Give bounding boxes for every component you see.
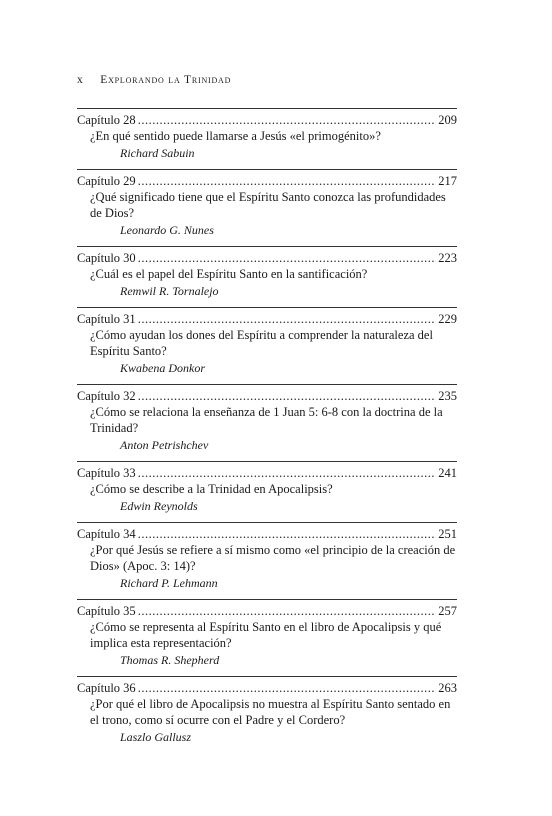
toc-entry — [77, 169, 457, 246]
chapter-line — [77, 173, 457, 189]
dot-leader — [138, 465, 437, 481]
chapter-author: Anton Petrishchev — [120, 438, 209, 452]
chapter-page: 235 — [438, 389, 457, 403]
chapter-page: 241 — [438, 466, 457, 480]
toc-entry — [77, 522, 457, 599]
page-number: x — [77, 74, 84, 86]
chapter-label: Capítulo 33 — [77, 466, 136, 480]
toc-entry — [77, 307, 457, 384]
chapter-question: ¿Cuál es el papel del Espíritu Santo en la santificación? — [90, 267, 368, 281]
chapter-author: Leonardo G. Nunes — [120, 223, 214, 237]
dot-leader — [138, 526, 437, 542]
chapter-author: Thomas R. Shepherd — [120, 653, 220, 667]
dot-leader — [138, 311, 437, 327]
chapter-question: ¿Qué significado tiene que el Espíritu Santo conozca las profundidades de Dios? — [90, 190, 446, 220]
chapter-label: Capítulo 32 — [77, 389, 136, 403]
chapter-page: 229 — [438, 312, 457, 326]
chapter-question: ¿En qué sentido puede llamarse a Jesús «el primogénito»? — [90, 129, 381, 143]
dot-leader — [138, 173, 437, 189]
toc-entry — [77, 676, 457, 753]
toc-entry — [77, 108, 457, 169]
chapter-author: Richard P. Lehmann — [120, 576, 218, 590]
chapter-question: ¿Cómo se representa al Espíritu Santo en el libro de Apocalipsis y qué implica esta representación? — [90, 620, 442, 650]
toc-entry — [77, 461, 457, 522]
dot-leader — [138, 388, 437, 404]
chapter-line — [77, 465, 457, 481]
chapter-question: ¿Cómo se describe a la Trinidad en Apocalipsis? — [90, 482, 333, 496]
chapter-question: ¿Cómo se relaciona la enseñanza de 1 Juan 5: 6-8 con la doctrina de la Trinidad? — [90, 405, 443, 435]
chapter-line — [77, 112, 457, 128]
chapter-question: ¿Por qué Jesús se refiere a sí mismo como «el principio de la creación de Dios» (Apoc. 3: 14)? — [90, 543, 456, 573]
chapter-label: Capítulo 35 — [77, 604, 136, 618]
chapter-label: Capítulo 30 — [77, 251, 136, 265]
chapter-author: Edwin Reynolds — [120, 499, 198, 513]
dot-leader — [138, 250, 437, 266]
dot-leader — [138, 680, 437, 696]
dot-leader — [138, 112, 437, 128]
chapter-line — [77, 603, 457, 619]
chapter-author: Remwil R. Tornalejo — [120, 284, 219, 298]
toc-entry — [77, 599, 457, 676]
chapter-label: Capítulo 29 — [77, 174, 136, 188]
chapter-label: Capítulo 28 — [77, 113, 136, 127]
chapter-line — [77, 526, 457, 542]
table-of-contents — [77, 108, 457, 753]
chapter-line — [77, 388, 457, 404]
chapter-page: 257 — [438, 604, 457, 618]
chapter-label: Capítulo 34 — [77, 527, 136, 541]
chapter-question: ¿Cómo ayudan los dones del Espíritu a comprender la naturaleza del Espíritu Santo? — [90, 328, 433, 358]
chapter-label: Capítulo 36 — [77, 681, 136, 695]
chapter-line — [77, 311, 457, 327]
running-header — [77, 74, 231, 86]
chapter-line — [77, 250, 457, 266]
chapter-page: 209 — [438, 113, 457, 127]
chapter-question: ¿Por qué el libro de Apocalipsis no muestra al Espíritu Santo sentado en el trono, como sí ocurre con el Padre y el Cordero? — [90, 697, 451, 727]
chapter-page: 223 — [438, 251, 457, 265]
chapter-label: Capítulo 31 — [77, 312, 136, 326]
chapter-author: Laszlo Gallusz — [120, 730, 192, 744]
dot-leader — [138, 603, 437, 619]
chapter-author: Richard Sabuin — [120, 146, 195, 160]
chapter-page: 217 — [438, 174, 457, 188]
chapter-page: 251 — [438, 527, 457, 541]
toc-entry — [77, 384, 457, 461]
chapter-line — [77, 680, 457, 696]
chapter-author: Kwabena Donkor — [120, 361, 205, 375]
toc-entry — [77, 246, 457, 307]
chapter-page: 263 — [438, 681, 457, 695]
running-title: Explorando la Trinidad — [100, 74, 232, 86]
